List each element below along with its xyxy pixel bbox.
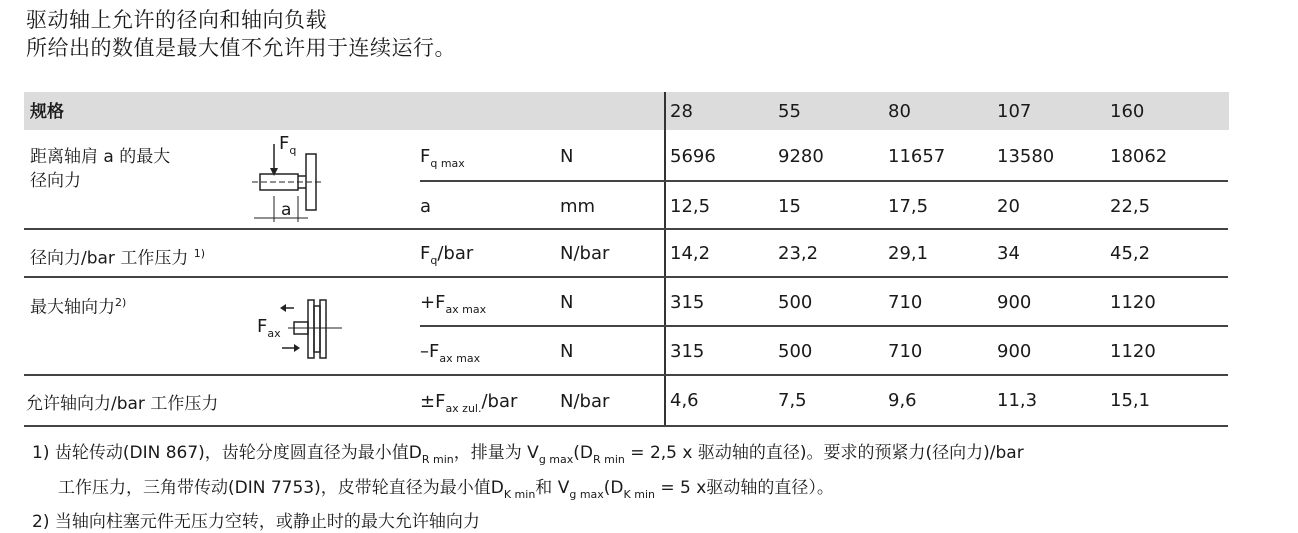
row-radial-a-symbol: a bbox=[420, 196, 432, 217]
row-radial-label-line1: 距离轴肩 a 的最大 bbox=[30, 147, 171, 167]
row-radial-a-unit: mm bbox=[560, 196, 596, 217]
table-cell: 11657 bbox=[888, 146, 946, 167]
row-axial-minus-unit: N bbox=[560, 341, 574, 362]
row-axial-per-bar-unit: N/bar bbox=[560, 391, 610, 412]
row-radial-label-line2: 径向力 bbox=[30, 171, 81, 191]
row-radial-per-bar-symbol: $F_q$/bar bbox=[420, 243, 474, 267]
table-cell: 23,2 bbox=[778, 243, 819, 264]
table-cell: 29,1 bbox=[888, 243, 929, 264]
row-radial-per-bar-unit: N/bar bbox=[560, 243, 610, 264]
footnote-2: 2) 当轴向柱塞元件无压力空转，或静止时的最大允许轴向力 bbox=[32, 512, 480, 532]
table-cell: 11,3 bbox=[997, 390, 1038, 411]
row-radial-fqmax-symbol: $F_{q max}$ bbox=[420, 146, 465, 170]
table-cell: 900 bbox=[997, 341, 1032, 362]
table-cell: 710 bbox=[888, 341, 923, 362]
table-cell: 5696 bbox=[670, 146, 716, 167]
header-size-160: 160 bbox=[1110, 101, 1145, 122]
table-cell: 20 bbox=[997, 196, 1020, 217]
table-cell: 4,6 bbox=[670, 390, 699, 411]
table-cell: 15 bbox=[778, 196, 801, 217]
row-rule-2 bbox=[24, 228, 1228, 230]
row-rule-1 bbox=[420, 180, 1228, 182]
table-header-band bbox=[24, 92, 1229, 130]
table-cell: 14,2 bbox=[670, 243, 711, 264]
row-axial-minus-symbol: $-F_{ax max}$ bbox=[420, 341, 481, 365]
row-rule-4 bbox=[420, 325, 1228, 327]
footnote-1-line-1: 1) 齿轮传动(DIN 867)，齿轮分度圆直径为最小值$D_{R min}$，排量为 $V_{g max}(D_{R min} = 2,5$ x 驱动轴的直径)。要求的预紧力(径向力)/bar bbox=[32, 443, 1024, 466]
row-axial-per-bar-label: 允许轴向力/bar 工作压力 bbox=[26, 394, 219, 414]
row-rule-3 bbox=[24, 276, 1228, 278]
title-line-2: 所给出的数值是最大值不允许用于连续运行。 bbox=[26, 36, 456, 60]
table-cell: 500 bbox=[778, 292, 813, 313]
table-cell: 15,1 bbox=[1110, 390, 1151, 411]
row-axial-plus-unit: N bbox=[560, 292, 574, 313]
row-rule-5 bbox=[24, 374, 1228, 376]
table-cell: 12,5 bbox=[670, 196, 711, 217]
row-axial-label: 最大轴向力$^{2)}$ bbox=[30, 296, 127, 318]
row-radial-per-bar-label: 径向力/bar 工作压力 $^{1)}$ bbox=[30, 247, 206, 269]
table-cell: 9,6 bbox=[888, 390, 917, 411]
table-cell: 315 bbox=[670, 341, 705, 362]
radial-diagram-label-a: a bbox=[281, 200, 292, 220]
table-cell: 710 bbox=[888, 292, 923, 313]
title-line-1: 驱动轴上允许的径向和轴向负载 bbox=[26, 8, 327, 32]
header-size-55: 55 bbox=[778, 101, 801, 122]
table-cell: 9280 bbox=[778, 146, 824, 167]
table-cell: 900 bbox=[997, 292, 1032, 313]
axial-diagram-label-f: $F_{ax}$ bbox=[257, 316, 281, 340]
table-cell: 17,5 bbox=[888, 196, 929, 217]
row-axial-plus-symbol: $+F_{ax max}$ bbox=[420, 292, 487, 316]
row-rule-6 bbox=[24, 425, 1228, 427]
header-size-107: 107 bbox=[997, 101, 1032, 122]
table-cell: 1120 bbox=[1110, 292, 1156, 313]
radial-diagram-label-f: $F_q$ bbox=[279, 133, 297, 157]
table-cell: 45,2 bbox=[1110, 243, 1151, 264]
header-size-28: 28 bbox=[670, 101, 693, 122]
table-cell: 18062 bbox=[1110, 146, 1168, 167]
table-cell: 13580 bbox=[997, 146, 1055, 167]
row-radial-fqmax-unit: N bbox=[560, 146, 574, 167]
footnote-1-line-2: 工作压力，三角带传动(DIN 7753)，皮带轮直径为最小值$D_{K min}$和 $V_{g max}(D_{K min} = 5$ x驱动轴的直径）。 bbox=[58, 478, 834, 501]
header-label: 规格 bbox=[30, 102, 64, 122]
table-cell: 1120 bbox=[1110, 341, 1156, 362]
axial-force-diagram bbox=[280, 296, 350, 366]
header-size-80: 80 bbox=[888, 101, 911, 122]
table-cell: 7,5 bbox=[778, 390, 807, 411]
row-axial-per-bar-symbol: $\pm F_{ax zul.}$/bar bbox=[420, 391, 518, 415]
table-cell: 22,5 bbox=[1110, 196, 1151, 217]
table-cell: 500 bbox=[778, 341, 813, 362]
table-cell: 34 bbox=[997, 243, 1020, 264]
table-cell: 315 bbox=[670, 292, 705, 313]
